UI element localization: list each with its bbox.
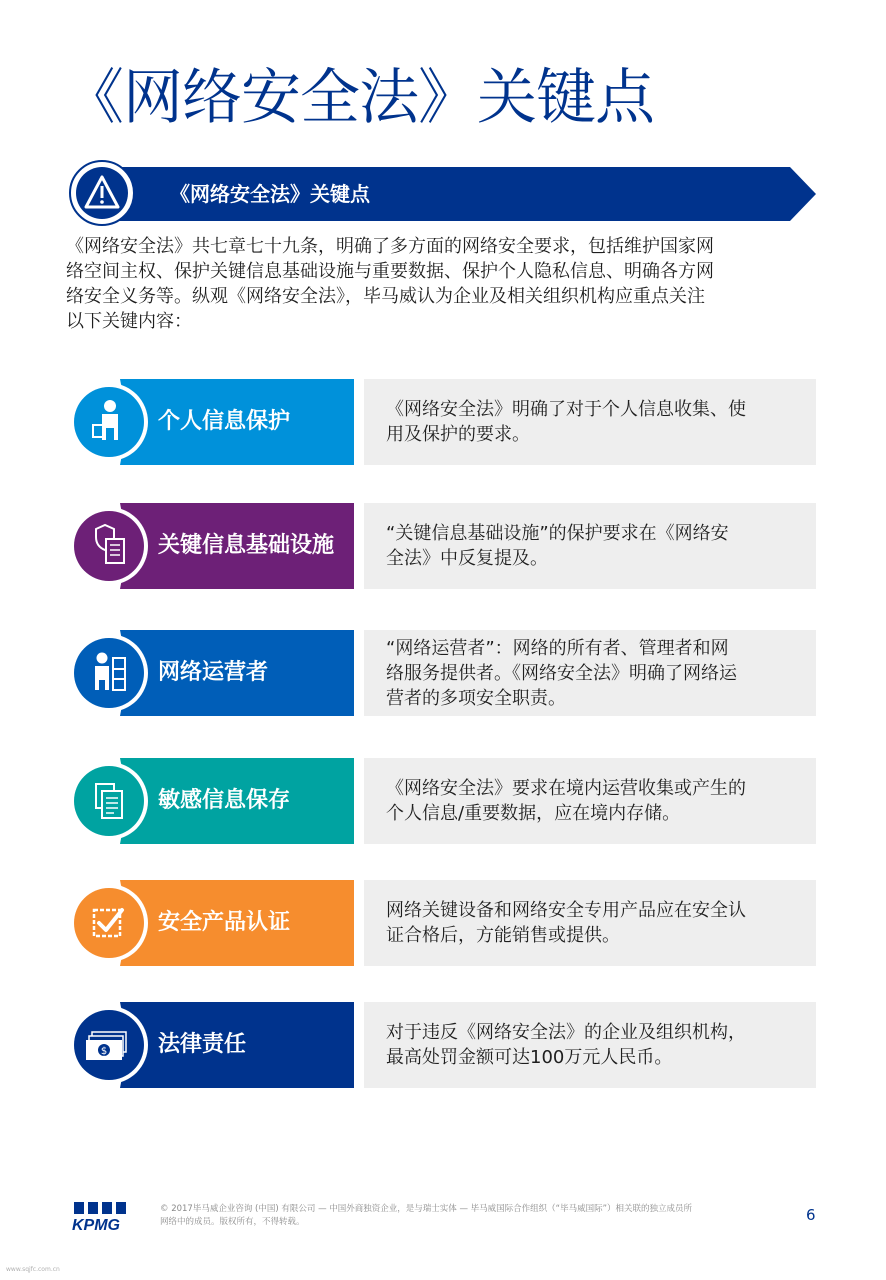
key-point-desc (386, 379, 806, 465)
watermark: www.sqjfc.com.cn (6, 1266, 60, 1273)
key-point-desc (386, 758, 806, 844)
key-point-desc-box (364, 1002, 816, 1088)
icon-circle (74, 766, 144, 836)
footer-line: © 2017毕马威企业咨询 (中国) 有限公司 — 中国外商独资企业，是与瑞士实体 — 毕马威国际合作组织（“毕马威国际”）相关联的独立成员所 (160, 1204, 692, 1214)
person-document-icon (74, 387, 144, 457)
money-icon (74, 1010, 144, 1080)
desc-line: 《网络安全法》要求在境内运营收集或产生的 (386, 778, 746, 799)
checkbox-icon (74, 888, 144, 958)
key-point-legal-liability (0, 1002, 886, 1088)
desc-line: 络服务提供者。《网络安全法》明确了网络运 (386, 662, 737, 684)
intro-line: 络空间主权、保护关键信息基础设施与重要数据、保护个人隐私信息、明确各方网 (66, 261, 714, 282)
desc-line: 个人信息/重要数据，应在境内存储。 (386, 803, 681, 824)
key-point-label: 法律责任 (158, 1032, 247, 1057)
icon-circle (74, 638, 144, 708)
footer-line: 网络中的成员。版权所有，不得转载。 (160, 1217, 305, 1227)
icon-circle (74, 511, 144, 581)
icon-circle (74, 387, 144, 457)
key-point-critical-infrastructure (0, 503, 886, 589)
key-point-personal-info (0, 379, 886, 465)
key-point-desc-box (364, 880, 816, 966)
icon-circle (74, 888, 144, 958)
key-point-product-certification (0, 880, 886, 966)
warning-badge (69, 160, 135, 226)
desc-line: 网络关键设备和网络安全专用产品应在安全认 (386, 900, 746, 921)
key-point-desc (386, 880, 806, 966)
key-point-label: 安全产品认证 (158, 910, 291, 935)
key-point-sensitive-data-storage (0, 758, 886, 844)
key-point-desc-box (364, 758, 816, 844)
documents-icon (74, 766, 144, 836)
page-number: 6 (806, 1206, 816, 1224)
footer-copyright (160, 1203, 790, 1229)
desc-line: 《网络安全法》明确了对于个人信息收集、使 (386, 399, 746, 420)
key-point-label: 个人信息保护 (158, 409, 291, 434)
page-title: 《网络安全法》关键点 (64, 63, 654, 133)
shield-document-icon (74, 511, 144, 581)
key-point-label: 关键信息基础设施 (158, 533, 335, 558)
kpmg-logo-text: KPMG (72, 1217, 120, 1232)
intro-line: 络安全义务等。纵观《网络安全法》，毕马威认为企业及相关组织机构应重点关注 (66, 286, 705, 307)
key-point-network-operator (0, 630, 886, 716)
warning-icon (76, 167, 128, 219)
key-point-desc (386, 503, 806, 589)
desc-line: “关键信息基础设施”的保护要求在《网络安 (386, 523, 729, 544)
desc-line: 最高处罚金额可达100万元人民币。 (386, 1047, 673, 1068)
kpmg-logo (72, 1202, 136, 1232)
icon-circle (74, 1010, 144, 1080)
desc-line: 用及保护的要求。 (386, 424, 530, 445)
key-point-desc-box (364, 379, 816, 465)
desc-line: “网络运营者”：网络的所有者、管理者和网 (386, 637, 729, 659)
svg-text:$: $ (100, 1046, 108, 1057)
intro-paragraph (66, 234, 826, 334)
intro-line: 《网络安全法》共七章七十九条，明确了多方面的网络安全要求，包括维护国家网 (66, 236, 714, 257)
desc-line: 证合格后，方能销售或提供。 (386, 925, 620, 946)
key-point-label: 敏感信息保存 (158, 788, 291, 813)
section-banner-label: 《网络安全法》关键点 (170, 182, 370, 206)
key-point-desc-box (364, 630, 816, 716)
desc-line: 营者的多项安全职责。 (386, 687, 566, 709)
key-point-desc (386, 1002, 806, 1088)
person-server-icon (74, 638, 144, 708)
key-point-label: 网络运营者 (158, 660, 269, 685)
intro-line: 以下关键内容： (66, 311, 192, 332)
desc-line: 全法》中反复提及。 (386, 548, 548, 569)
desc-line: 对于违反《网络安全法》的企业及组织机构， (386, 1022, 746, 1043)
key-point-desc-box (364, 503, 816, 589)
key-point-desc (386, 630, 806, 716)
